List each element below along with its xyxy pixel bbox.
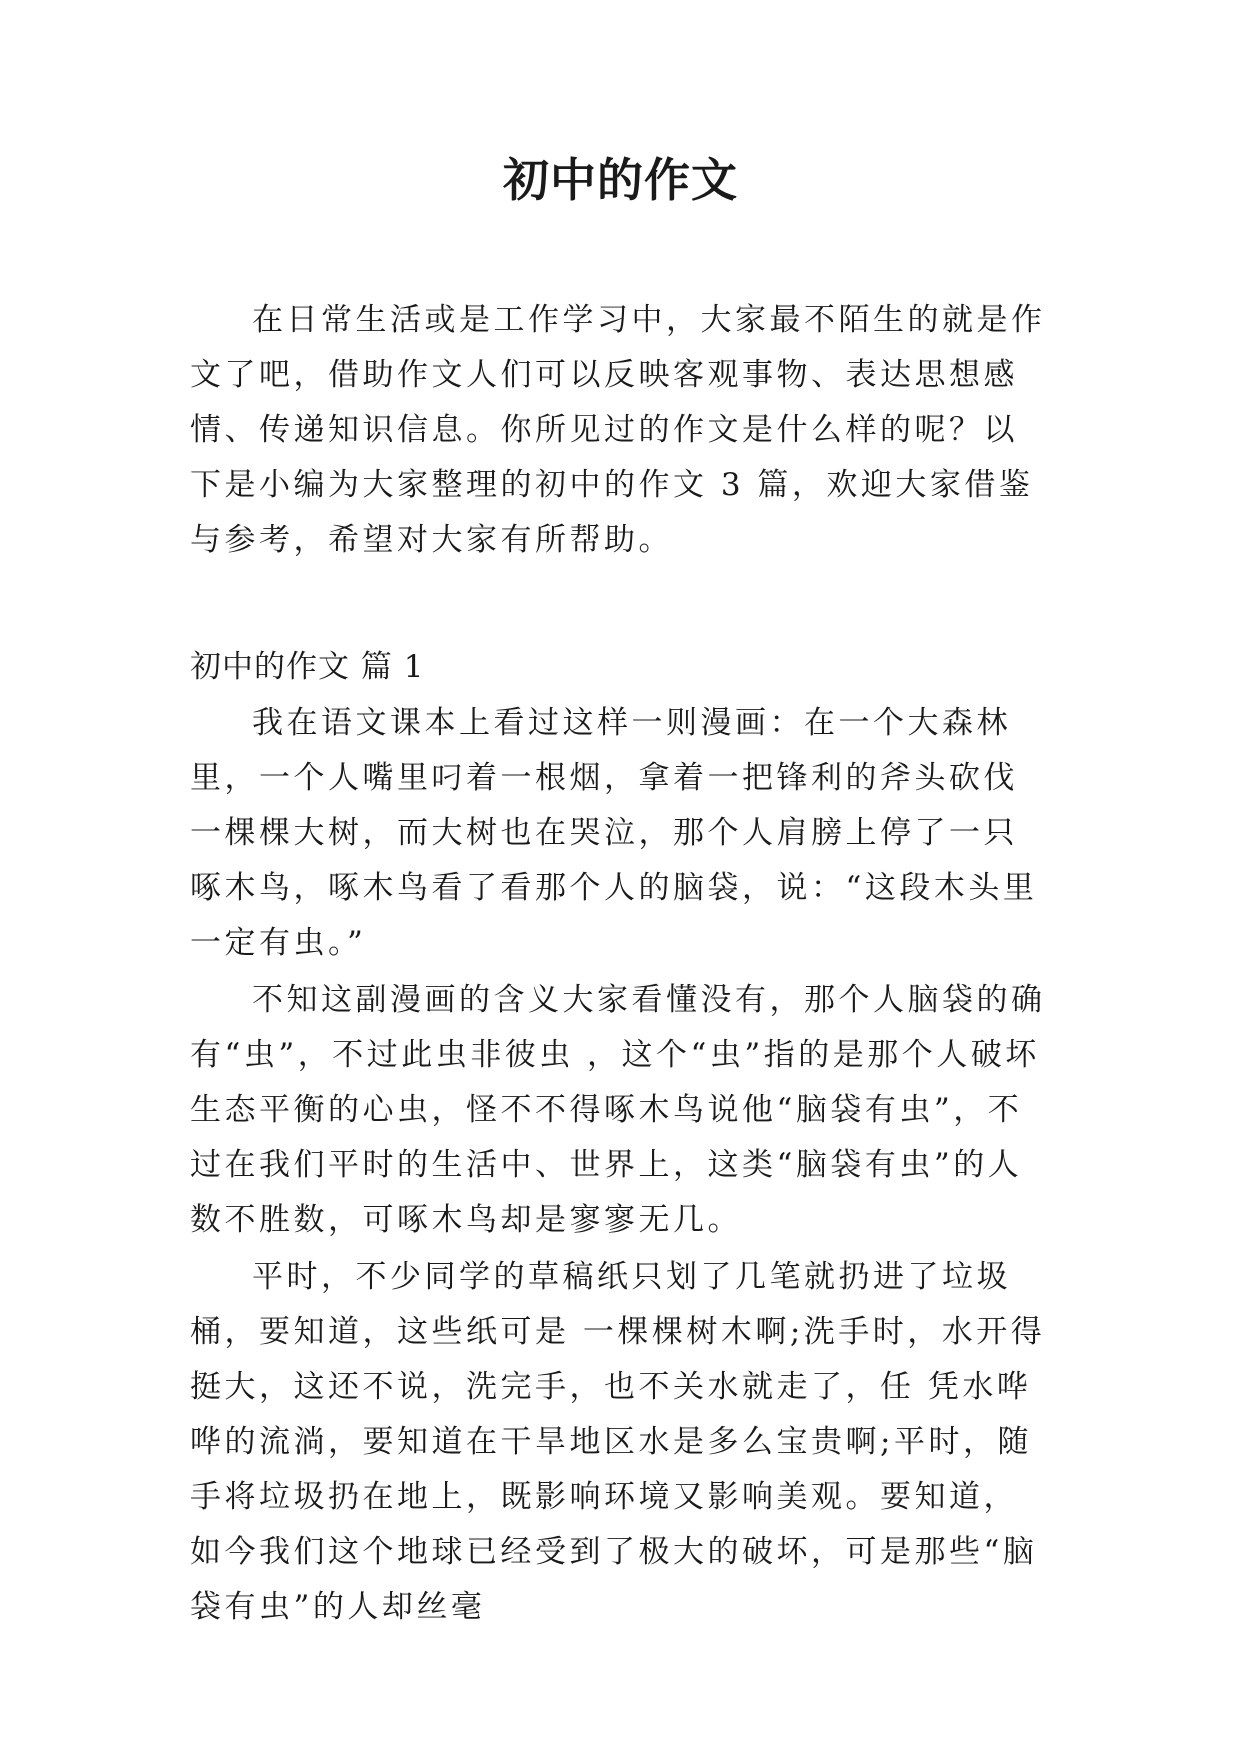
essay-section-1 (190, 640, 1052, 1637)
essay-paragraph-1: 我在语文课本上看过这样一则漫画：在一个大森林里，一个人嘴里叼着一根烟，拿着一把锋利的斧头砍伐一棵棵大树，而大树也在哭泣，那个人肩膀上停了一只啄木鸟，啄木鸟看了看那个人的脑袋，说：“这段木头里一定有虫。” (190, 705, 1038, 961)
essay-paragraph-2: 不知这副漫画的含义大家看懂没有，那个人脑袋的确有“虫”，不过此虫非彼虫 ，这个“虫”指的是那个人破坏生态平衡的心虫，怪不不得啄木鸟说他“脑袋有虫”，不过在我们平时的生活中、世界上，这类“脑袋有虫”的人数不胜数，可啄木鸟却是寥寥无几。 (190, 982, 1046, 1238)
section-heading: 初中的作文 篇 1 (190, 649, 425, 685)
intro-section (190, 293, 1052, 568)
essay-paragraph-3: 平时，不少同学的草稿纸只划了几笔就扔进了垃圾桶，要知道，这些纸可是 一棵棵树木啊;洗手时，水开得挺大，这还不说，洗完手，也不关水就走了，任 凭水哗哗的流淌，要知道在干旱地区水是多么宝贵啊;平时，随手将垃圾扔在地上，既影响环境又影响美观。要知道，如今我们这个地球已经受到了极大的破坏，可是那些“脑袋有虫”的人却丝毫 (190, 1259, 1046, 1625)
intro-paragraph: 在日常生活或是工作学习中，大家最不陌生的就是作文了吧，借助作文人们可以反映客观事物、表达思想感情、传递知识信息。你所见过的作文是什么样的呢？以下是小编为大家整理的初中的作文 3 篇，欢迎大家借鉴与参考，希望对大家有所帮助。 (190, 302, 1046, 558)
document-title: 初中的作文 (503, 153, 738, 207)
